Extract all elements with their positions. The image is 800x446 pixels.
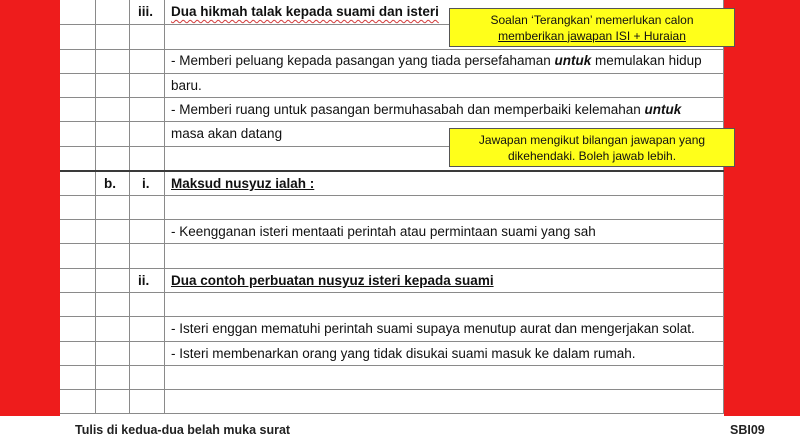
grid-hline bbox=[60, 219, 724, 220]
right-red-margin bbox=[724, 0, 800, 416]
question-text: Dua contoh perbuatan nusyuz isteri kepada suami bbox=[171, 273, 494, 288]
annotation-note: Soalan ‘Terangkan’ memerlukan calon memberikan jawapan ISI + Huraian bbox=[449, 8, 735, 47]
grid-hline bbox=[60, 292, 724, 293]
answer-line: masa akan datang bbox=[171, 126, 283, 141]
grid-hline bbox=[60, 49, 724, 50]
answer-line: - Keengganan isteri mentaati perintah atau permintaan suami yang sah bbox=[171, 224, 596, 239]
grid-vline-4 bbox=[723, 0, 724, 413]
section-label: b. bbox=[104, 176, 116, 191]
grid-hline bbox=[60, 121, 724, 122]
answer-line: baru. bbox=[171, 78, 202, 93]
grid-hline bbox=[60, 365, 724, 366]
answer-line: - Memberi ruang untuk pasangan bermuhasabah dan memperbaiki kelemahan untuk bbox=[171, 102, 682, 117]
grid-hline bbox=[60, 97, 724, 98]
grid-hline bbox=[60, 243, 724, 244]
question-text: Dua hikmah talak kepada suami dan isteri bbox=[171, 4, 439, 19]
question-number: ii. bbox=[138, 273, 150, 288]
question-number: iii. bbox=[138, 4, 154, 19]
left-red-margin bbox=[0, 0, 60, 416]
section-divider bbox=[60, 170, 724, 172]
footer-instruction: Tulis di kedua-dua belah muka surat bbox=[75, 423, 291, 437]
grid-hline bbox=[60, 341, 724, 342]
answer-line: - Memberi peluang kepada pasangan yang tiada persefahaman untuk memulakan hidup bbox=[171, 53, 702, 68]
grid-vline-1 bbox=[95, 0, 96, 413]
grid-vline-3 bbox=[164, 0, 165, 413]
grid-hline bbox=[60, 389, 724, 390]
grid-hline bbox=[60, 413, 724, 414]
annotation-note: Jawapan mengikut bilangan jawapan yang dikehendaki. Boleh jawab lebih. bbox=[449, 128, 735, 167]
grid-hline bbox=[60, 73, 724, 74]
grid-vline-2 bbox=[129, 0, 130, 413]
grid-hline bbox=[60, 316, 724, 317]
grid-hline bbox=[60, 268, 724, 269]
question-text: Maksud nusyuz ialah : bbox=[171, 176, 315, 191]
question-number: i. bbox=[142, 176, 150, 191]
page-code: SBI09 bbox=[730, 423, 765, 437]
answer-line: - Isteri membenarkan orang yang tidak disukai suami masuk ke dalam rumah. bbox=[171, 346, 636, 361]
grid-hline bbox=[60, 195, 724, 196]
answer-line: - Isteri enggan mematuhi perintah suami supaya menutup aurat dan mengerjakan solat. bbox=[171, 321, 695, 336]
